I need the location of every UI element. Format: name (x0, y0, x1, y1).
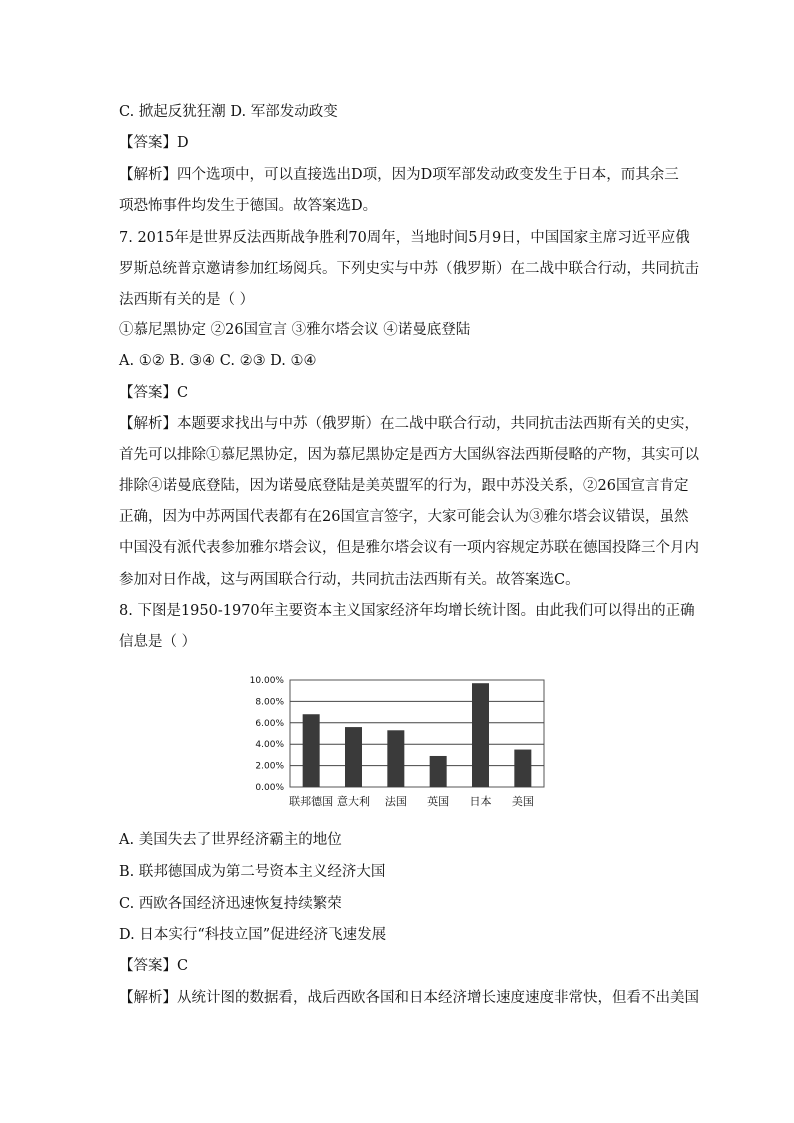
text-line: 首先可以排除①慕尼黑协定，因为慕尼黑协定是西方大国纵容法西斯侵略的产物，其实可以 (119, 447, 699, 463)
text-line: A. ①② B. ③④ C. ②③ D. ①④ (119, 353, 317, 369)
text-line: 法西斯有关的是（ ） (119, 292, 255, 308)
chart-svg (240, 670, 560, 820)
y-tick-label: 8.00% (255, 697, 284, 708)
x-category-label: 法国 (384, 795, 407, 808)
text-line: 罗斯总统普京邀请参加红场阅兵。下列史实与中苏（俄罗斯）在二战中联合行动，共同抗击 (119, 261, 699, 277)
text-line: 项恐怖事件均发生于德国。故答案选D。 (119, 198, 378, 214)
text-line: 8. 下图是1950-1970年主要资本主义国家经济年均增长统计图。由此我们可以得出的正确 (119, 603, 695, 619)
text-line: ①慕尼黑协定 ②26国宣言 ③雅尔塔会议 ④诺曼底登陆 (119, 322, 471, 338)
text-line: 【答案】D (119, 135, 189, 151)
x-category-label: 英国 (427, 795, 450, 808)
bar (345, 727, 362, 787)
text-line: 参加对日作战，这与两国联合行动，共同抗击法西斯有关。故答案选C。 (119, 572, 580, 588)
x-category-label: 意大利 (337, 795, 370, 808)
y-tick-label: 0.00% (255, 783, 284, 793)
text-line: 【解析】从统计图的数据看，战后西欧各国和日本经济增长速度速度非常快，但看不出美国 (119, 990, 699, 1006)
x-category-label: 联邦德国 (289, 795, 334, 808)
y-tick-label: 6.00% (255, 718, 284, 729)
text-line: B. 联邦德国成为第二号资本主义经济大国 (119, 864, 386, 880)
x-category-label: 日本 (469, 795, 492, 808)
bar (430, 756, 447, 787)
text-line: D. 日本实行“科技立国”促进经济飞速发展 (119, 927, 387, 943)
x-category-label: 美国 (511, 795, 534, 808)
text-line: 排除④诺曼底登陆，因为诺曼底登陆是美英盟军的行为，跟中苏没关系，②26国宣言肯定 (119, 478, 689, 494)
text-line: 【答案】C (119, 958, 189, 974)
bar (472, 683, 489, 787)
y-tick-label: 10.00% (249, 676, 284, 686)
text-line: 【解析】四个选项中，可以直接选出D项，因为D项军部发动政变发生于日本，而其余三 (119, 167, 679, 183)
text-line: 中国没有派代表参加雅尔塔会议，但是雅尔塔会议有一项内容规定苏联在德国投降三个月内 (119, 540, 699, 556)
growth-bar-chart (240, 670, 560, 820)
bar (514, 750, 531, 787)
text-line: 【答案】C (119, 385, 189, 401)
plot-frame (290, 680, 544, 787)
bar (303, 714, 320, 787)
y-tick-label: 4.00% (255, 740, 284, 751)
bar (387, 730, 404, 787)
text-line: A. 美国失去了世界经济霸主的地位 (119, 832, 342, 848)
y-tick-label: 2.00% (255, 761, 284, 772)
text-line: 正确，因为中苏两国代表都有在26国宣言签字，大家可能会认为③雅尔塔会议错误，虽然 (119, 509, 689, 525)
text-line: C. 掀起反犹狂潮 D. 军部发动政变 (119, 104, 338, 120)
text-line: 7. 2015年是世界反法西斯战争胜利70周年，当地时间5月9日，中国国家主席习近平应俄 (119, 230, 690, 246)
text-line: 【解析】本题要求找出与中苏（俄罗斯）在二战中联合行动，共同抗击法西斯有关的史实， (119, 416, 699, 432)
text-line: 信息是（ ） (119, 634, 197, 650)
text-line: C. 西欧各国经济迅速恢复持续繁荣 (119, 896, 342, 912)
